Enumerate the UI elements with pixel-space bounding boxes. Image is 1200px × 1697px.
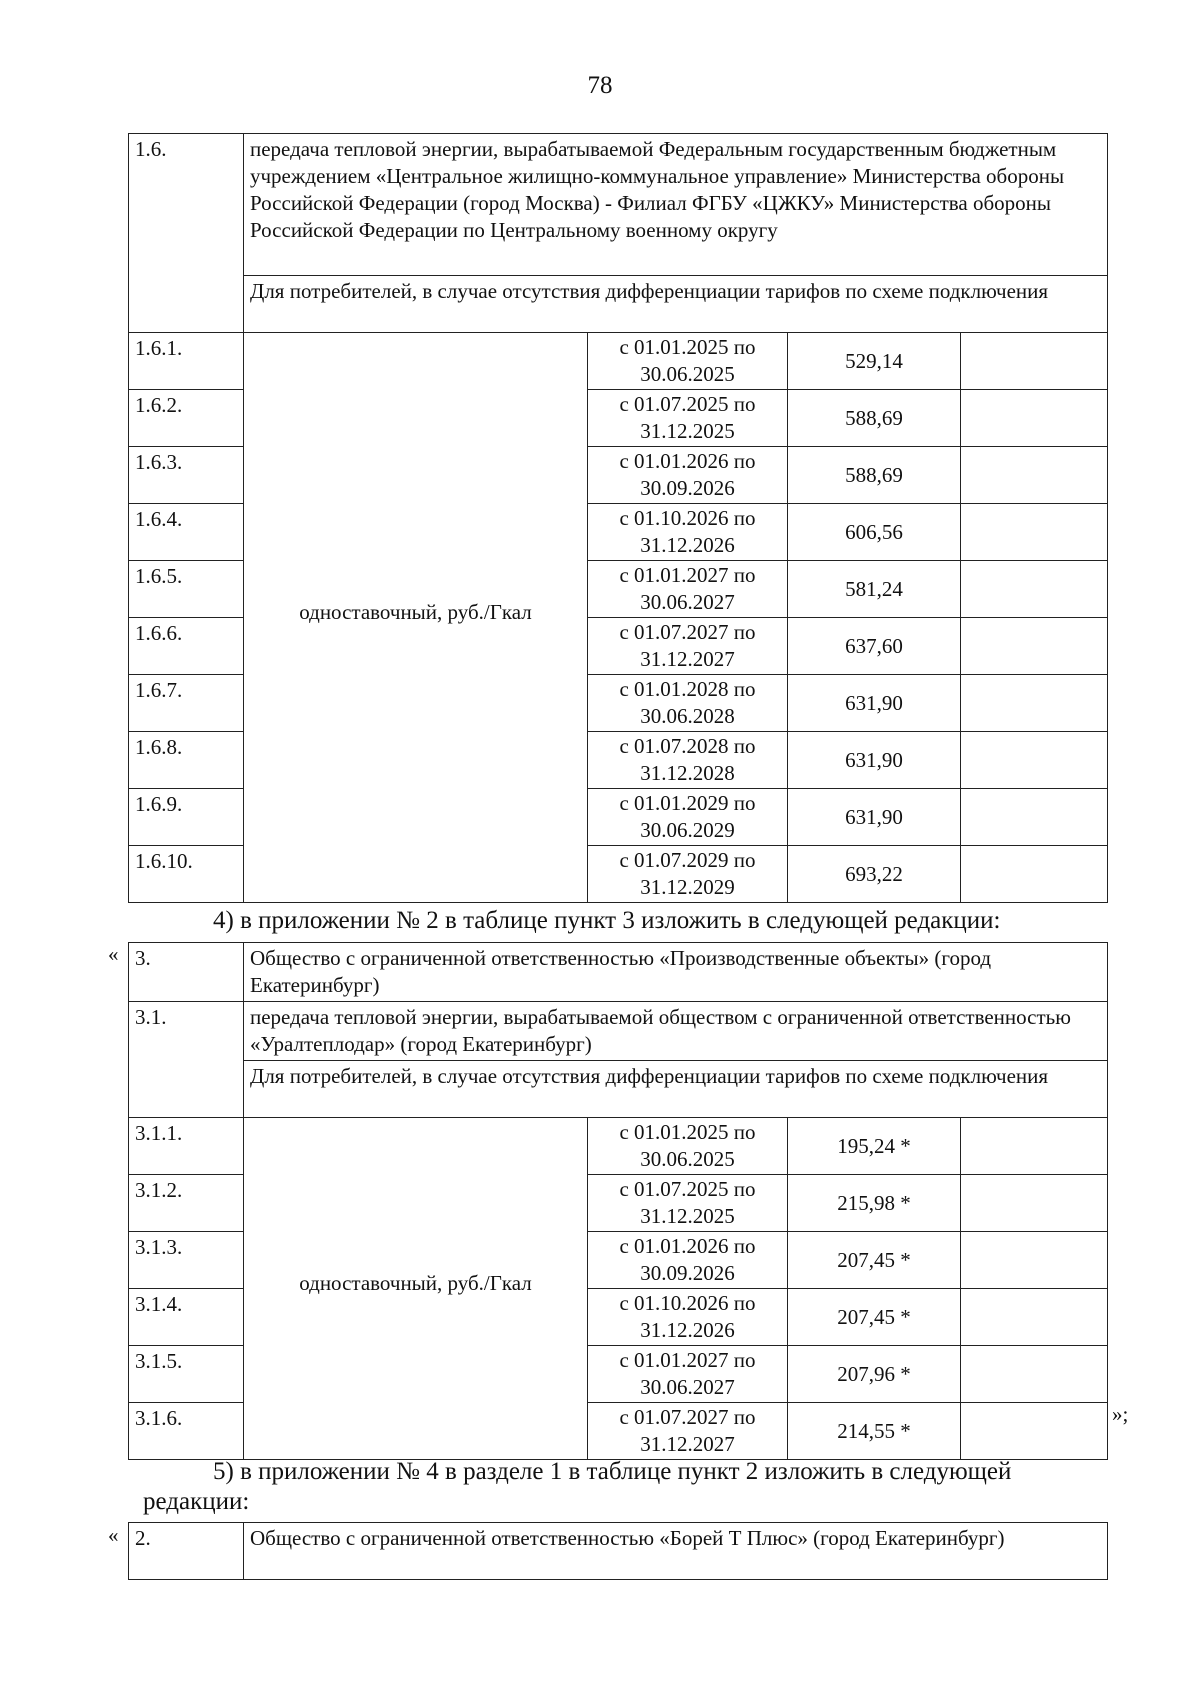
period-cell — [588, 1289, 788, 1346]
period-to: 30.09.2026 — [640, 1261, 735, 1285]
rate-type: одноставочный, руб./Гкал — [244, 1118, 588, 1460]
period-to: 31.12.2027 — [640, 647, 735, 671]
period-to: 30.06.2029 — [640, 818, 735, 842]
empty-cell — [961, 504, 1108, 561]
period-cell — [588, 846, 788, 903]
period-to: 30.06.2027 — [640, 1375, 735, 1399]
empty-cell — [961, 390, 1108, 447]
row-code: 3.1.2. — [129, 1175, 244, 1232]
period-from: с 01.10.2026 по — [619, 506, 756, 530]
period-cell — [588, 390, 788, 447]
period-cell — [588, 1346, 788, 1403]
empty-cell — [961, 846, 1108, 903]
row-code: 1.6.1. — [129, 333, 244, 390]
page-number: 78 — [587, 72, 613, 99]
row-code: 3.1.5. — [129, 1346, 244, 1403]
empty-cell — [961, 1289, 1108, 1346]
period-to: 30.06.2025 — [640, 362, 735, 386]
row-code: 1.6.5. — [129, 561, 244, 618]
period-cell — [588, 732, 788, 789]
period-cell — [588, 1118, 788, 1175]
row-code: 3.1.4. — [129, 1289, 244, 1346]
period-from: с 01.07.2027 по — [619, 1405, 756, 1429]
org-name: Общество с ограниченной ответственностью «Производственные объекты» (город Екатеринбург) — [244, 943, 1108, 1002]
period-from: с 01.07.2027 по — [619, 620, 756, 644]
row-code: 1.6.8. — [129, 732, 244, 789]
empty-cell — [961, 1346, 1108, 1403]
tariff-value: 631,90 — [788, 732, 961, 789]
row-code: 3.1. — [129, 1002, 244, 1118]
period-to: 30.06.2025 — [640, 1147, 735, 1171]
tariff-value: 207,45 * — [788, 1289, 961, 1346]
period-from: с 01.01.2029 по — [619, 791, 756, 815]
period-cell — [588, 618, 788, 675]
period-from: с 01.01.2027 по — [619, 563, 756, 587]
row-code: 1.6.2. — [129, 390, 244, 447]
row-code: 3.1.1. — [129, 1118, 244, 1175]
period-to: 31.12.2028 — [640, 761, 735, 785]
row-code: 1.6.7. — [129, 675, 244, 732]
period-cell — [588, 333, 788, 390]
row-code: 3.1.3. — [129, 1232, 244, 1289]
empty-cell — [961, 732, 1108, 789]
empty-cell — [961, 1175, 1108, 1232]
empty-cell — [961, 333, 1108, 390]
period-cell — [588, 447, 788, 504]
table-subheader: Для потребителей, в случае отсутствия дифференциации тарифов по схеме подключения — [244, 1061, 1108, 1118]
close-quote: »; — [1112, 1402, 1129, 1426]
org-code: 3. — [129, 943, 244, 1002]
tariff-value: 215,98 * — [788, 1175, 961, 1232]
tariff-value: 637,60 — [788, 618, 961, 675]
org-name: Общество с ограниченной ответственностью «Борей Т Плюс» (город Екатеринбург) — [244, 1523, 1108, 1580]
period-to: 31.12.2025 — [640, 1204, 735, 1228]
period-from: с 01.01.2025 по — [619, 335, 756, 359]
open-quote-2: « — [108, 1523, 119, 1547]
paragraph-5-line-2: редакции: — [143, 1488, 250, 1515]
org-code: 2. — [129, 1523, 244, 1580]
tariff-value: 588,69 — [788, 447, 961, 504]
tariff-value: 588,69 — [788, 390, 961, 447]
tariff-value: 195,24 * — [788, 1118, 961, 1175]
empty-cell — [961, 1118, 1108, 1175]
period-from: с 01.10.2026 по — [619, 1291, 756, 1315]
paragraph-4: 4) в приложении № 2 в таблице пункт 3 изложить в следующей редакции: — [213, 907, 1001, 934]
row-code: 1.6.3. — [129, 447, 244, 504]
row-code: 1.6.9. — [129, 789, 244, 846]
period-from: с 01.07.2028 по — [619, 734, 756, 758]
period-to: 31.12.2026 — [640, 1318, 735, 1342]
row-code: 1.6.4. — [129, 504, 244, 561]
tariff-value: 581,24 — [788, 561, 961, 618]
period-cell — [588, 1175, 788, 1232]
period-to: 30.06.2028 — [640, 704, 735, 728]
period-to: 31.12.2029 — [640, 875, 735, 899]
tariff-value: 207,45 * — [788, 1232, 961, 1289]
period-cell — [588, 1403, 788, 1460]
period-to: 31.12.2025 — [640, 419, 735, 443]
tariff-table-1-6 — [128, 133, 1108, 903]
period-from: с 01.01.2028 по — [619, 677, 756, 701]
empty-cell — [961, 1403, 1108, 1460]
empty-cell — [961, 618, 1108, 675]
period-to: 30.09.2026 — [640, 476, 735, 500]
open-quote: « — [108, 942, 119, 966]
empty-cell — [961, 789, 1108, 846]
period-to: 31.12.2026 — [640, 533, 735, 557]
row-code: 3.1.6. — [129, 1403, 244, 1460]
period-from: с 01.01.2026 по — [619, 449, 756, 473]
tariff-value: 631,90 — [788, 675, 961, 732]
tariff-table-4-2 — [128, 1522, 1108, 1580]
period-to: 30.06.2027 — [640, 590, 735, 614]
table-row — [129, 333, 1108, 390]
period-cell — [588, 561, 788, 618]
tariff-value: 529,14 — [788, 333, 961, 390]
tariff-value: 214,55 * — [788, 1403, 961, 1460]
period-from: с 01.07.2025 по — [619, 392, 756, 416]
row-description: передача тепловой энергии, вырабатываемой обществом с ограниченной ответственностью «Уралтеплодар» (город Екатеринбург) — [244, 1002, 1108, 1061]
tariff-table-3 — [128, 942, 1108, 1460]
period-from: с 01.01.2025 по — [619, 1120, 756, 1144]
tariff-value: 207,96 * — [788, 1346, 961, 1403]
empty-cell — [961, 561, 1108, 618]
period-from: с 01.01.2026 по — [619, 1234, 756, 1258]
row-description: передача тепловой энергии, вырабатываемой Федеральным государственным бюджетным учреждением «Центральное жилищно-коммунальное управление» Министерства обороны Российской Федерации (город Москва) - Филиал ФГБУ «ЦЖКУ» Министерства обороны Российской Федерации по Центральному военному округу — [244, 134, 1108, 276]
empty-cell — [961, 675, 1108, 732]
period-to: 31.12.2027 — [640, 1432, 735, 1456]
tariff-value: 693,22 — [788, 846, 961, 903]
paragraph-5-line-1: 5) в приложении № 4 в разделе 1 в таблице пункт 2 изложить в следующей — [213, 1458, 1012, 1485]
period-from: с 01.07.2025 по — [619, 1177, 756, 1201]
period-cell — [588, 1232, 788, 1289]
tariff-value: 631,90 — [788, 789, 961, 846]
table-subheader: Для потребителей, в случае отсутствия дифференциации тарифов по схеме подключения — [244, 276, 1108, 333]
period-cell — [588, 789, 788, 846]
tariff-value: 606,56 — [788, 504, 961, 561]
period-from: с 01.07.2029 по — [619, 848, 756, 872]
period-cell — [588, 675, 788, 732]
row-code: 1.6.10. — [129, 846, 244, 903]
row-code: 1.6.6. — [129, 618, 244, 675]
period-from: с 01.01.2027 по — [619, 1348, 756, 1372]
table-row — [129, 1118, 1108, 1175]
rate-type: одноставочный, руб./Гкал — [244, 333, 588, 903]
empty-cell — [961, 447, 1108, 504]
period-cell — [588, 504, 788, 561]
row-code: 1.6. — [129, 134, 244, 333]
empty-cell — [961, 1232, 1108, 1289]
